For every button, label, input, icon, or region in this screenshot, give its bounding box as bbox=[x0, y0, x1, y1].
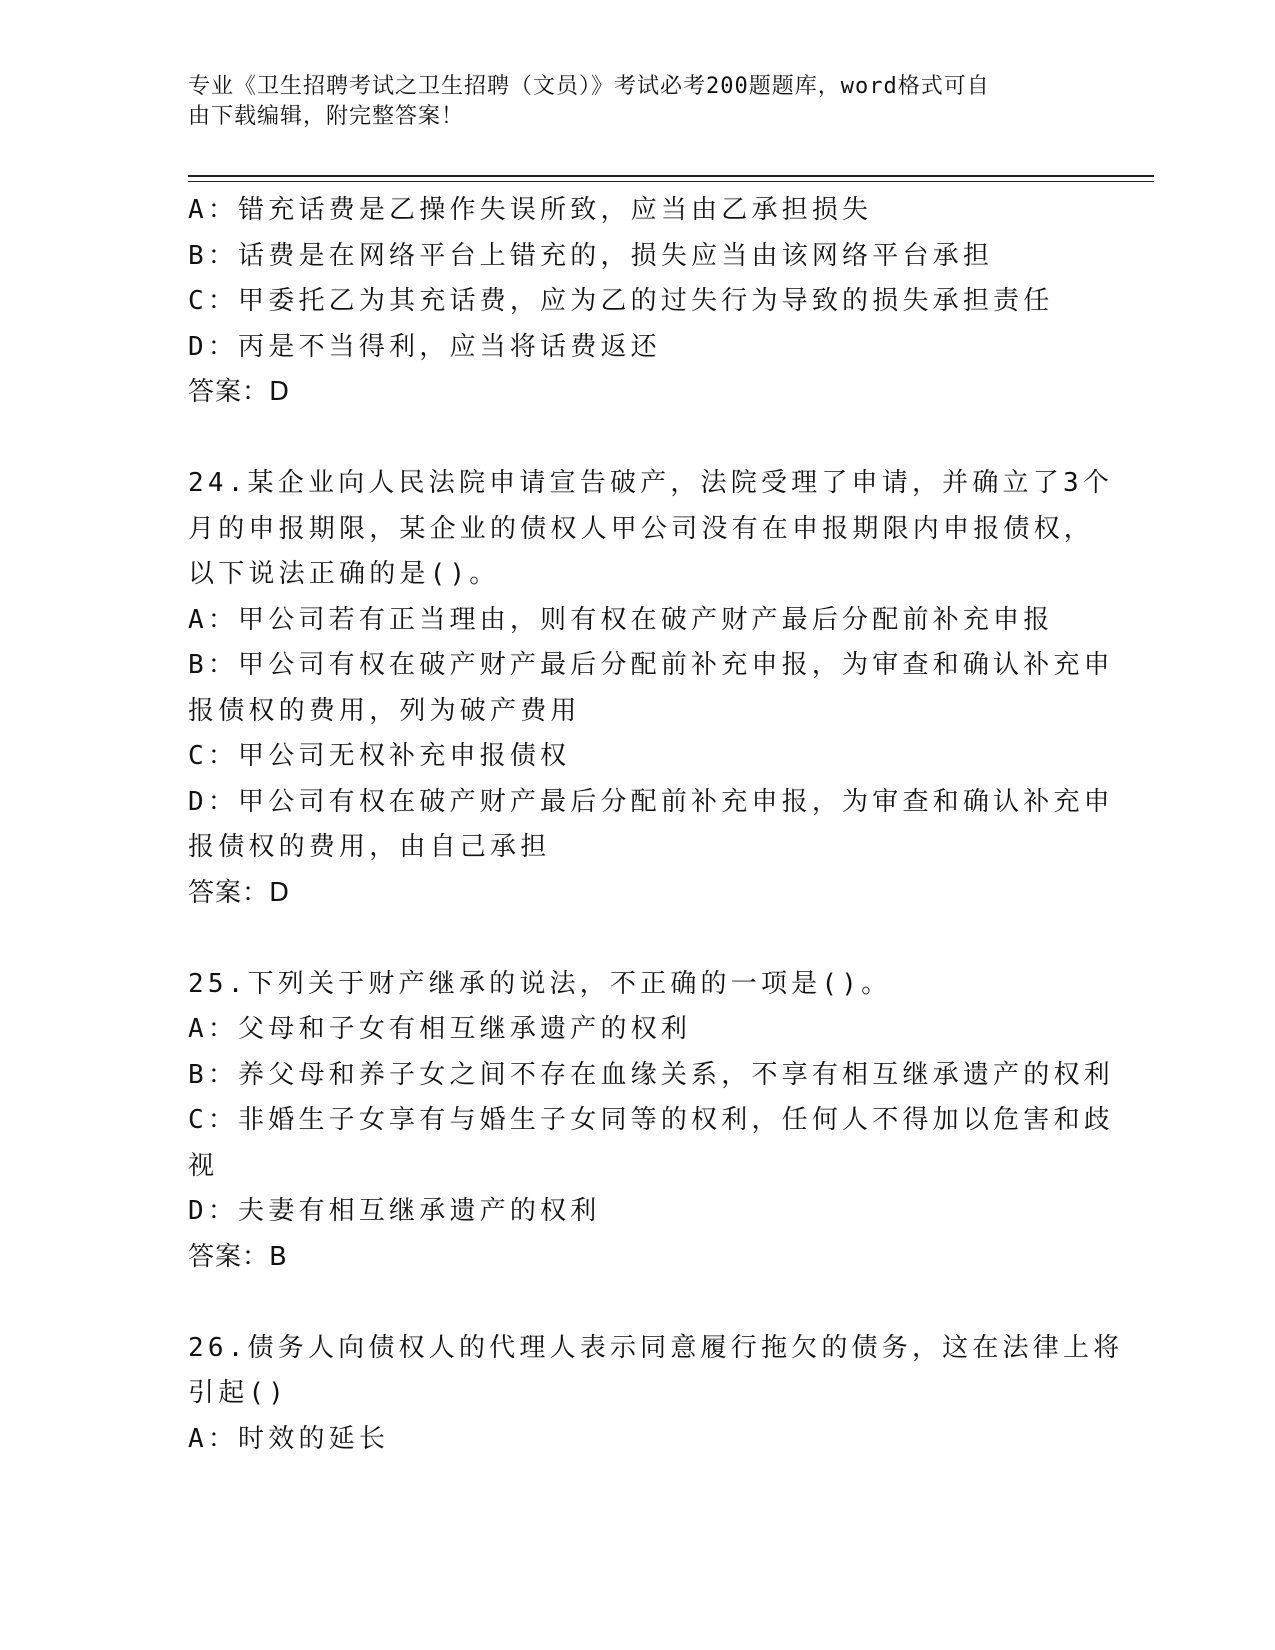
option-d-continued: 报债权的费用，由自己承担 bbox=[188, 832, 551, 862]
option-c-continued: 视 bbox=[188, 1150, 219, 1181]
answer: 答案：D bbox=[188, 877, 291, 908]
question-24-block bbox=[188, 461, 1114, 916]
spacer bbox=[188, 916, 1088, 962]
question-stem: 以下说法正确的是()。 bbox=[188, 559, 500, 589]
question-stem: 26.债务人向债权人的代理人表示同意履行拖欠的债务，这在法律上将 bbox=[188, 1332, 1124, 1363]
option-a: A：时效的延长 bbox=[188, 1423, 390, 1454]
question-23-block bbox=[188, 188, 1088, 416]
option-a: A：父母和子女有相互继承遗产的权利 bbox=[188, 1014, 692, 1044]
option-c: C：甲公司无权补充申报债权 bbox=[188, 741, 571, 771]
question-stem: 月的申报期限，某企业的债权人甲公司没有在申报期限内申报债权， bbox=[188, 513, 1095, 544]
spacer bbox=[188, 1280, 1088, 1326]
option-c: C：非婚生子女享有与婚生子女同等的权利，任何人不得加以危害和歧 bbox=[188, 1105, 1114, 1135]
answer: 答案：D bbox=[188, 377, 291, 407]
header-line-1: 专业《卫生招聘考试之卫生招聘（文员）》考试必考200题题库，word格式可自 bbox=[188, 74, 990, 99]
option-b: B：甲公司有权在破产财产最后分配前补充申报，为审查和确认补充申 bbox=[188, 650, 1114, 680]
question-list bbox=[188, 188, 1124, 1462]
question-stem: 24.某企业向人民法院申请宣告破产，法院受理了申请，并确立了3个 bbox=[188, 468, 1114, 498]
question-stem: 引起() bbox=[188, 1378, 289, 1408]
option-b-continued: 报债权的费用，列为破产费用 bbox=[188, 695, 581, 726]
option-d: D：夫妻有相互继承遗产的权利 bbox=[188, 1196, 601, 1226]
answer: 答案：B bbox=[188, 1241, 288, 1272]
option-a: A：错充话费是乙操作失误所致，应当由乙承担损失 bbox=[188, 195, 873, 225]
header-line-2: 由下载编辑，附完整答案！ bbox=[188, 104, 465, 129]
option-d: D：丙是不当得利，应当将话费返还 bbox=[188, 331, 661, 362]
option-b: B：话费是在网络平台上错充的，损失应当由该网络平台承担 bbox=[188, 240, 994, 271]
question-26-block bbox=[188, 1326, 1124, 1463]
header-divider-thick bbox=[188, 175, 1154, 177]
document-header bbox=[188, 72, 1068, 132]
option-b: B：养父母和养子女之间不存在血缘关系，不享有相互继承遗产的权利 bbox=[188, 1059, 1114, 1090]
header-divider-thin bbox=[188, 181, 1154, 182]
option-c: C：甲委托乙为其充话费，应为乙的过失行为导致的损失承担责任 bbox=[188, 286, 1054, 316]
question-stem: 25.下列关于财产继承的说法，不正确的一项是()。 bbox=[188, 968, 892, 999]
option-a: A：甲公司若有正当理由，则有权在破产财产最后分配前补充申报 bbox=[188, 604, 1054, 635]
spacer bbox=[188, 416, 1088, 462]
option-d: D：甲公司有权在破产财产最后分配前补充申报，为审查和确认补充申 bbox=[188, 786, 1114, 817]
question-25-block bbox=[188, 962, 1114, 1281]
